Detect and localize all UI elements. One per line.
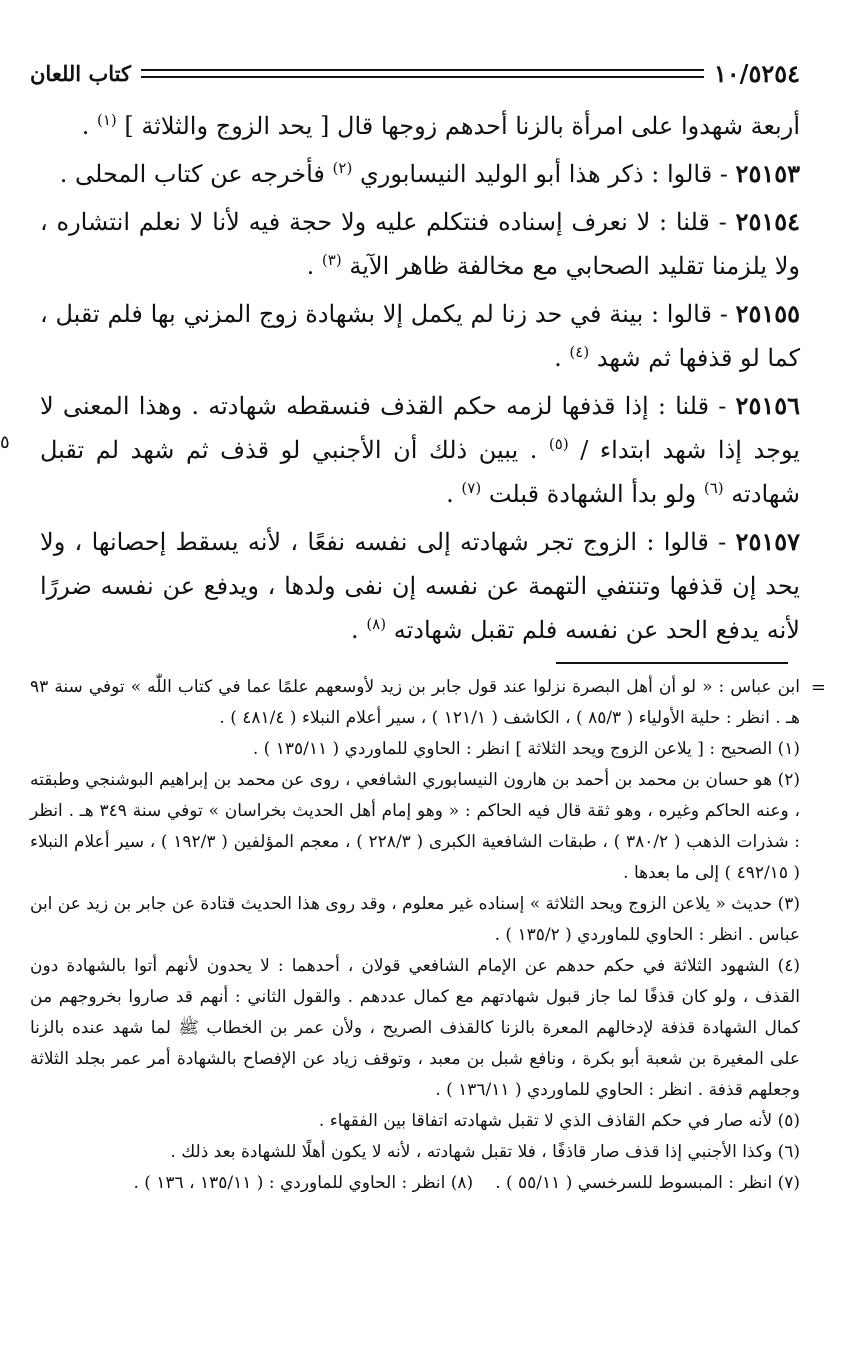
paragraph-number: ٢٥١٥٥ [735,299,800,328]
footnote-text: ابن عباس : « لو أن أهل البصرة نزلوا عند قول جابر بن زيد لأوسعهم علمًا عما في كتاب اللّٰه » توفي سنة ٩٣ هـ . انظر : حلية الأولياء ( ٨٥/٣ ) ، الكاشف ( ١٢١/١ ) ، سير أعلام النبلاء ( ٤٨١/٤ ) . [30,677,800,728]
paragraph-tail: . [81,112,97,140]
header-rule [141,69,704,78]
footnote-ref: (٦) [703,479,724,497]
paragraph-number: ٢٥١٥٤ [735,207,800,236]
footnote: (٣) حديث « يلاعن الزوج ويحد الثلاثة » إسناده غير معلوم ، وقد روى هذا الحديث قتادة عن جابر بن زيد عن ابن عباس . انظر : الحاوي للماوردي ( ١٣٥/٢ ) . [30,894,800,945]
footnote: (٧) انظر : المبسوط للسرخسي ( ٥٥/١١ ) . [495,1173,800,1193]
footnotes [30,672,826,1199]
footnote: (١) الصحيح : [ يلاعن الزوج ويحد الثلاثة ] انظر : الحاوي للماوردي ( ١٣٥/١١ ) . [252,739,800,759]
paragraph-tail: . [554,344,570,372]
paragraph-number: ٢٥١٥٧ [735,527,800,556]
footnote-continuation [30,672,826,734]
paragraph-number: ٢٥١٥٣ [735,159,800,188]
paragraph [40,384,800,516]
footnote-ref: (٥) [548,435,569,453]
paragraph-tail: . [446,480,462,508]
main-text [40,104,800,656]
paragraph [40,520,800,652]
paragraph-tail: ولو بدأ الشهادة قبلت [481,480,704,508]
footnote: (٤) الشهود الثلاثة في حكم حدهم عن الإمام الشافعي قولان ، أحدهما : لا يحدون لأنهم أتوا بالشهادة دون القذف ، ولو كان قذفًا لما جاز قبول شهادتهم مع كمال عددهم . والقول الثاني : أنهم قد صاروا بخروجهم من كمال الشهادة قذفة لإدخالهم المعرة بالزنا كالقذف الصريح ، ولأن عمر بن الخطاب ﷺ لما شهد عنده بالزنا على المغيرة بن شعبة أبو بكرة ، ونافع شبل بن معبد ، وتوقف زياد عن الإفصاح بالشهادة أمر عمر بجلد الثلاثة وجعلهم قذفة . انظر : الحاوي للماوردي ( ١٣٦/١١ ) . [30,956,800,1100]
page-header [30,56,800,90]
paragraph-text: - قلنا : لا نعرف إسناده فنتكلم عليه ولا حجة فيه لأنا لا نعلم انتشاره ، ولا يلزمنا تقليد الصحابي مع مخالفة ظاهر الآية [40,208,800,280]
footnote-ref: (٨) [366,615,387,633]
paragraph-text: أربعة شهدوا على امرأة بالزنا أحدهم زوجها قال [ يحد الزوج والثلاثة ] [116,112,800,140]
paragraph-text: - قلنا : إذا قذفها لزمه حكم القذف فنسقطه شهادته . وهذا المعنى لا يوجد إذا شهد ابتداء / [40,392,800,464]
paragraph-tail: . [351,616,367,644]
page-number: ١٠/٥٢٥٤ [713,58,800,88]
footnote: (٢) هو حسان بن محمد بن أحمد بن هارون النيسابوري الشافعي ، روى عن محمد بن إبراهيم البوشنجي وطبقته ، وعنه الحاكم وغيره ، وهو ثقة قال فيه الحاكم : « وهو إمام أهل الحديث بخراسان » توفي سنة ٣٤٩ هـ . انظر : شذرات الذهب ( ٣٨٠/٢ ) ، طبقات الشافعية الكبرى ( ٢٢٨/٣ ) ، معجم المؤلفين ( ١٩٢/٣ ) ، سير أعلام النبلاء ( ٤٩٢/١٥ ) إلى ما بعدها . [30,770,801,883]
book-title: كتاب اللعان [30,60,131,86]
continuation-mark: = [810,677,826,698]
paragraph-tail: . يبين ذلك أن الأجنبي لو قذف ثم شهد لم تقبل شهادته [40,436,800,508]
footnote: (٨) انظر : الحاوي للماوردي : ( ١٣٥/١١ ، ١٣٦ ) . [133,1173,474,1193]
paragraph-tail: فأخرجه عن كتاب المحلى . [59,160,333,188]
footnote-ref: (٣) [321,251,342,269]
footnote-ref: (٧) [461,479,482,497]
paragraph [40,152,800,196]
footnote-ref: (٤) [569,343,590,361]
paragraph [40,200,800,288]
footnote-last-line [30,1168,800,1199]
paragraph-text: - قالوا : بينة في حد زنا لم يكمل إلا بشهادة زوج المزني بها فلم تقبل ، كما لو قذفها ثم شهد [40,300,800,372]
footnote-ref: (٢) [332,159,353,177]
paragraph-text: - قالوا : الزوج تجر شهادته إلى نفسه نفعًا ، لأنه يسقط إحصانها ، ولا يحد إن قذفها وتنتفي التهمة عن نفسه إن نفى ولدها ، ويدفع عن نفسه ضررًا لأنه يدفع الحد عن نفسه فلم تقبل شهادته [40,528,800,644]
margin-mark: ٥ [0,432,10,453]
paragraph-tail: . [306,252,322,280]
footnote: (٥) لأنه صار في حكم القاذف الذي لا تقبل شهادته اتفاقا بين الفقهاء . [318,1111,800,1131]
footnote-separator [556,662,788,664]
footnote: (٦) وكذا الأجنبي إذا قذف صار قاذفًا ، فلا تقبل شهادته ، لأنه لا يكون أهلًا للشهادة بعد ذلك . [170,1142,800,1162]
paragraph-text: - قالوا : ذكر هذا أبو الوليد النيسابوري [352,160,736,188]
paragraph [40,292,800,380]
paragraph [40,104,800,148]
paragraph-number: ٢٥١٥٦ [735,391,800,420]
footnote-ref: (١) [96,111,117,129]
